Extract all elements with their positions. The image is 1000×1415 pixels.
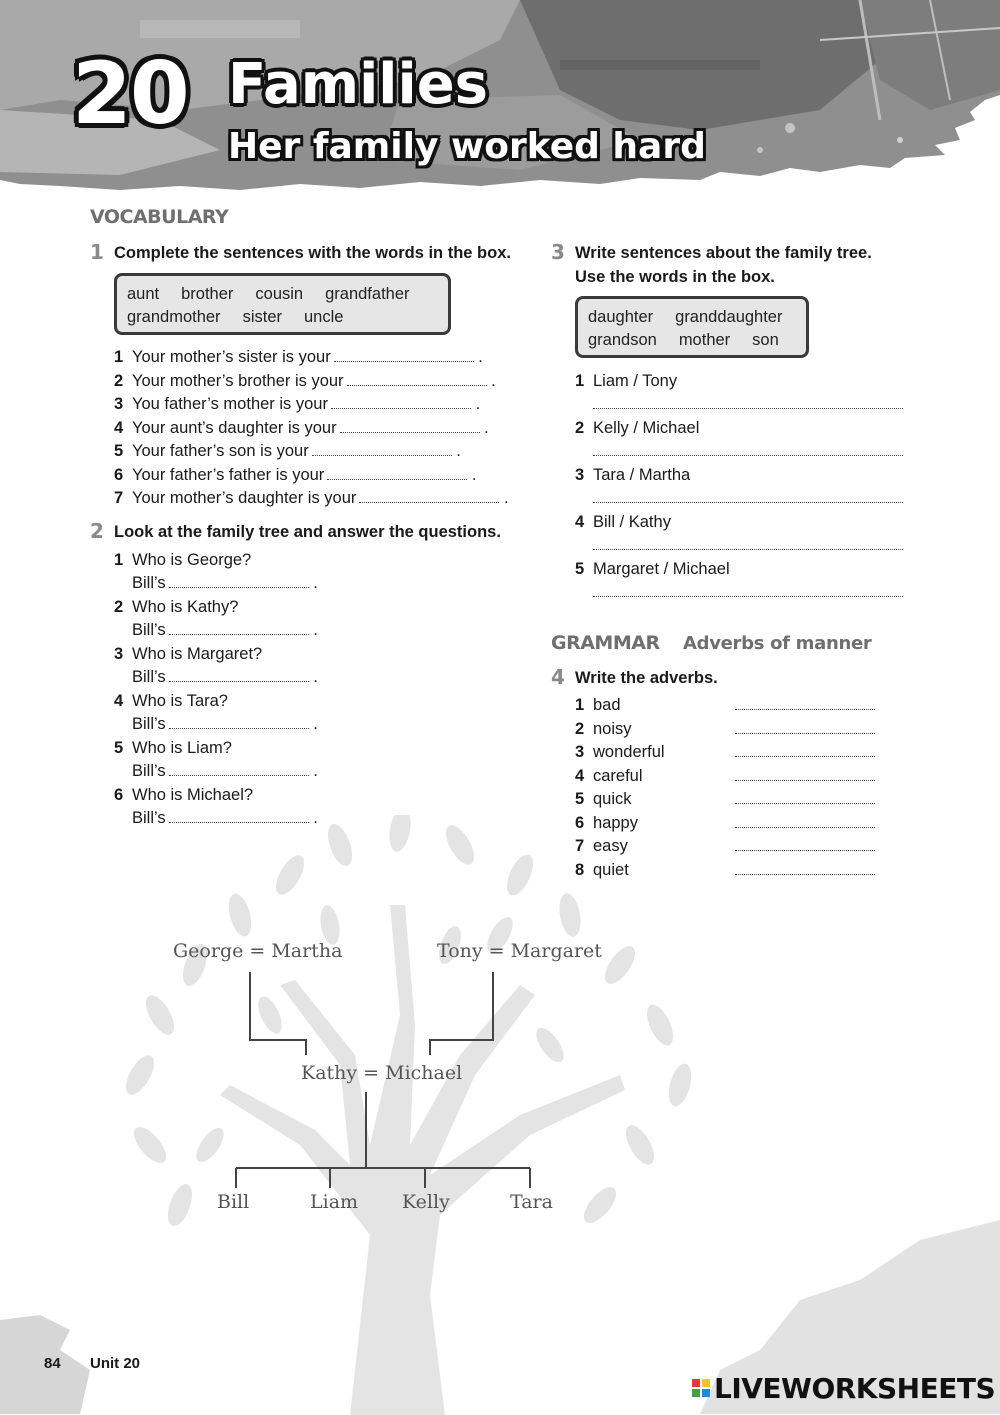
exercise-1-item: 3 You father’s mother is your . (114, 395, 481, 413)
exercise-4-item: 4 careful (575, 767, 643, 785)
word-box-item: sister (242, 308, 282, 326)
exercise-4-instruction: Write the adverbs. (575, 669, 718, 687)
exercise-4-item: 6 happy (575, 814, 638, 832)
vocabulary-heading: VOCABULARY (90, 206, 229, 228)
exercise-2-question: 2 Who is Kathy? (114, 598, 239, 616)
exercise-4-item: 2 noisy (575, 720, 632, 738)
grammar-heading: GRAMMAR (551, 632, 660, 654)
tree-couple-kathy-michael: Kathy = Michael (301, 1062, 463, 1084)
exercise-2-question: 6 Who is Michael? (114, 786, 254, 804)
exercise-2-question: 4 Who is Tara? (114, 692, 228, 710)
tree-child-bill: Bill (217, 1191, 250, 1213)
word-box-item: grandmother (127, 308, 221, 326)
exercise-1-item: 6 Your father’s father is your . (114, 466, 477, 484)
exercise-1-item: 5 Your father’s son is your . (114, 442, 461, 460)
tree-couple-tony-margaret: Tony = Margaret (437, 940, 602, 962)
word-box-item: aunt (127, 285, 160, 303)
exercise-3-instruction-line2: Use the words in the box. (575, 268, 775, 286)
tree-child-tara: Tara (510, 1191, 553, 1213)
word-box-item: mother (678, 331, 731, 349)
exercise-2-answer: Bill’s . (132, 621, 318, 639)
tree-couple-george-martha: George = Martha (173, 940, 343, 962)
exercise-3-item: 2 Kelly / Michael (575, 419, 700, 437)
exercise-3-instruction-line1: Write sentences about the family tree. (575, 244, 872, 262)
exercise-2-answer: Bill’s . (132, 762, 318, 780)
exercise-4-item: 7 easy (575, 837, 628, 855)
grammar-topic: Adverbs of manner (683, 633, 872, 654)
word-box-item: daughter (588, 308, 654, 326)
exercise-2-answer: Bill’s . (132, 809, 318, 827)
word-box-item: grandfather (325, 285, 410, 303)
exercise-3-item: 3 Tara / Martha (575, 466, 691, 484)
footer-unit-label: Unit 20 (90, 1355, 141, 1372)
tree-child-liam: Liam (310, 1191, 359, 1213)
exercise-1-item: 1 Your mother’s sister is your . (114, 348, 483, 366)
exercise-3-item: 4 Bill / Kathy (575, 513, 671, 531)
word-box-item: son (752, 331, 779, 349)
exercise-1-number: 1 (90, 240, 104, 264)
exercise-2-question: 3 Who is Margaret? (114, 645, 263, 663)
exercise-4-item: 3 wonderful (575, 743, 665, 761)
exercise-4-number: 4 (551, 665, 565, 689)
word-box-item: brother (181, 285, 234, 303)
exercise-4-item: 5 quick (575, 790, 632, 808)
word-box-item: granddaughter (675, 308, 783, 326)
exercise-2-question: 1 Who is George? (114, 551, 252, 569)
exercise-3-item: 1 Liam / Tony (575, 372, 678, 390)
exercise-4-item: 1 bad (575, 696, 621, 714)
word-box-item: uncle (303, 308, 344, 326)
exercise-1-instruction: Complete the sentences with the words in the box. (114, 244, 511, 262)
exercise-1-item: 4 Your aunt’s daughter is your . (114, 419, 489, 437)
exercise-4-item: 8 quiet (575, 861, 629, 879)
unit-number: 20 (72, 44, 188, 144)
exercise-2-question: 5 Who is Liam? (114, 739, 232, 757)
word-box-item: cousin (255, 285, 304, 303)
liveworksheets-icon (692, 1379, 710, 1397)
brand-logo (692, 1372, 995, 1404)
brand-name: LIVEWORKSHEETS (714, 1371, 996, 1405)
exercise-2-answer: Bill’s . (132, 668, 318, 686)
unit-title: Families (228, 52, 489, 117)
exercise-2-answer: Bill’s . (132, 715, 318, 733)
word-box-item: grandson (588, 331, 657, 349)
exercise-2-answer: Bill’s . (132, 574, 318, 592)
exercise-1-item: 2 Your mother’s brother is your . (114, 372, 496, 390)
unit-subtitle: Her family worked hard (228, 126, 706, 167)
exercise-3-number: 3 (551, 240, 565, 264)
exercise-3-item: 5 Margaret / Michael (575, 560, 730, 578)
exercise-2-instruction: Look at the family tree and answer the questions. (114, 523, 501, 541)
exercise-1-item: 7 Your mother’s daughter is your . (114, 489, 509, 507)
exercise-2-number: 2 (90, 519, 104, 543)
tree-child-kelly: Kelly (402, 1191, 450, 1213)
page-number: 84 (44, 1355, 61, 1372)
